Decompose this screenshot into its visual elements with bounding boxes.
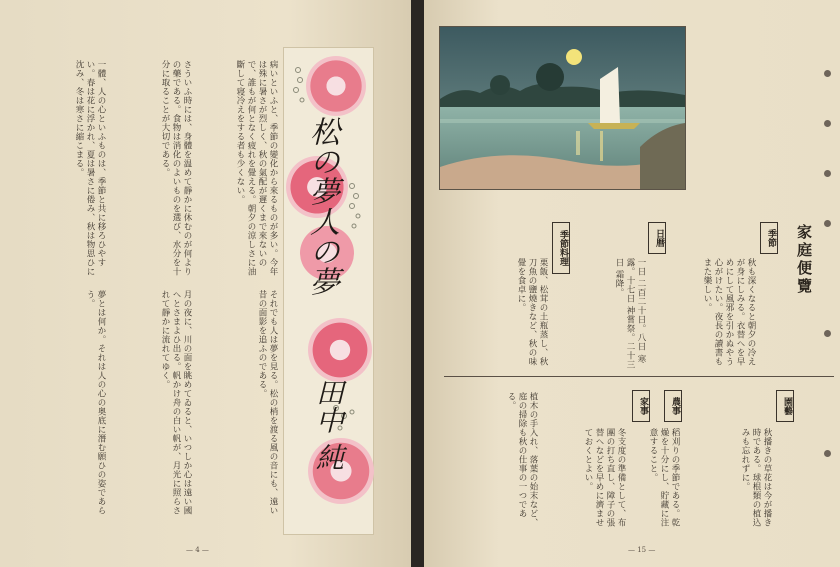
section-label-calendar: 日暦 (648, 222, 666, 254)
moon (566, 49, 582, 65)
binding-hole (824, 70, 831, 77)
poem-author: 田中 純 (312, 378, 345, 471)
binding-hole (824, 220, 831, 227)
household-text: 冬支度の準備として、布團の打ち直し、障子の張替へなどを早めに濟ませておくとよい。 (583, 428, 626, 527)
season-text: 秋も深くなると朝夕の冷えが身にしみる。衣替へを早めにして風邪を引かぬやう心がけたい。夜長の讀書もまた樂しい。 (702, 258, 756, 366)
section-label-farm: 農事 (664, 390, 682, 422)
poem-illustration-card (283, 47, 374, 535)
section-label-season: 季節 (760, 222, 778, 254)
left-text-column-4: それでも人は夢を見る。松の梢を渡る風の音にも、遠い昔の面影を追ふのである。 (257, 290, 278, 515)
calendar-text: 一日 二百二十日。八日 寒露。十七日 神嘗祭。二十三日 霜降。 (614, 258, 646, 370)
poem-title: 松の夢人の夢 (304, 116, 339, 296)
section-label-garden: 園藝 (776, 390, 794, 422)
binding-hole (824, 330, 831, 337)
left-text-column-3: 一體、人の心といふものは、季節と共に移ろひやすい。春は花に浮かれ、夏は暑さに倦み、秋は物思ひに沈み、冬は寒さに縮こまる。 (74, 60, 106, 276)
binding-hole (824, 120, 831, 127)
woodblock-print (439, 26, 686, 190)
section-label-seasonal-food: 季節料理 (552, 222, 570, 274)
section-label-household: 家事 (632, 390, 650, 422)
river-moon-landscape (440, 27, 685, 189)
page-number: — 4 — (186, 546, 209, 554)
book-gutter (411, 0, 424, 567)
bottom-text-column: 植木の手入れ、落葉の始末など、庭の掃除も秋の仕事の一つである。 (506, 392, 538, 527)
binding-hole (824, 170, 831, 177)
garden-text: 秋播きの草花は今が播き時である。球根類の植込みも忘れずに。 (740, 428, 772, 527)
left-page (0, 0, 411, 567)
page-heading: 家庭便覽 (795, 224, 813, 296)
page-number: — 15 — (628, 546, 656, 554)
seasonal-food-text: 栗飯、松茸の土瓶蒸し、秋刀魚の鹽燒きなど、秋の味覺を食卓に。 (516, 258, 548, 366)
dot-ornament (344, 178, 384, 278)
binding-hole (824, 450, 831, 457)
left-text-column-1: 病いといふと、季節の變化から來るものが多い。今年は殊に暑さが烈しく、秋の氣配が遲くまで來ないので、誰もが何となく疲れを覺える。朝夕の涼しさに油斷して寝冷えをする者も少くない。 (235, 60, 278, 276)
left-text-column-6: 夢とは何か。それは人の心の奥底に潛む願ひの姿であらう。 (85, 290, 106, 515)
right-page (424, 0, 840, 567)
left-text-column-5: 月の夜に、川の面を眺めてゐると、いつしか心は遠い國へとさまよひ出る。帆かけ舟の白い帆が、月光に照らされて靜かに流れてゆく。 (160, 290, 192, 515)
left-text-column-2: さういふ時には、身體を温めて靜かに休むのが何よりの藥である。食物は消化のよいものを選び、水分を十分に取ることが大切である。 (160, 60, 192, 276)
farm-text: 稻刈りの季節である。乾燥を十分にし、貯藏に注意すること。 (648, 428, 680, 527)
section-divider (444, 376, 834, 377)
